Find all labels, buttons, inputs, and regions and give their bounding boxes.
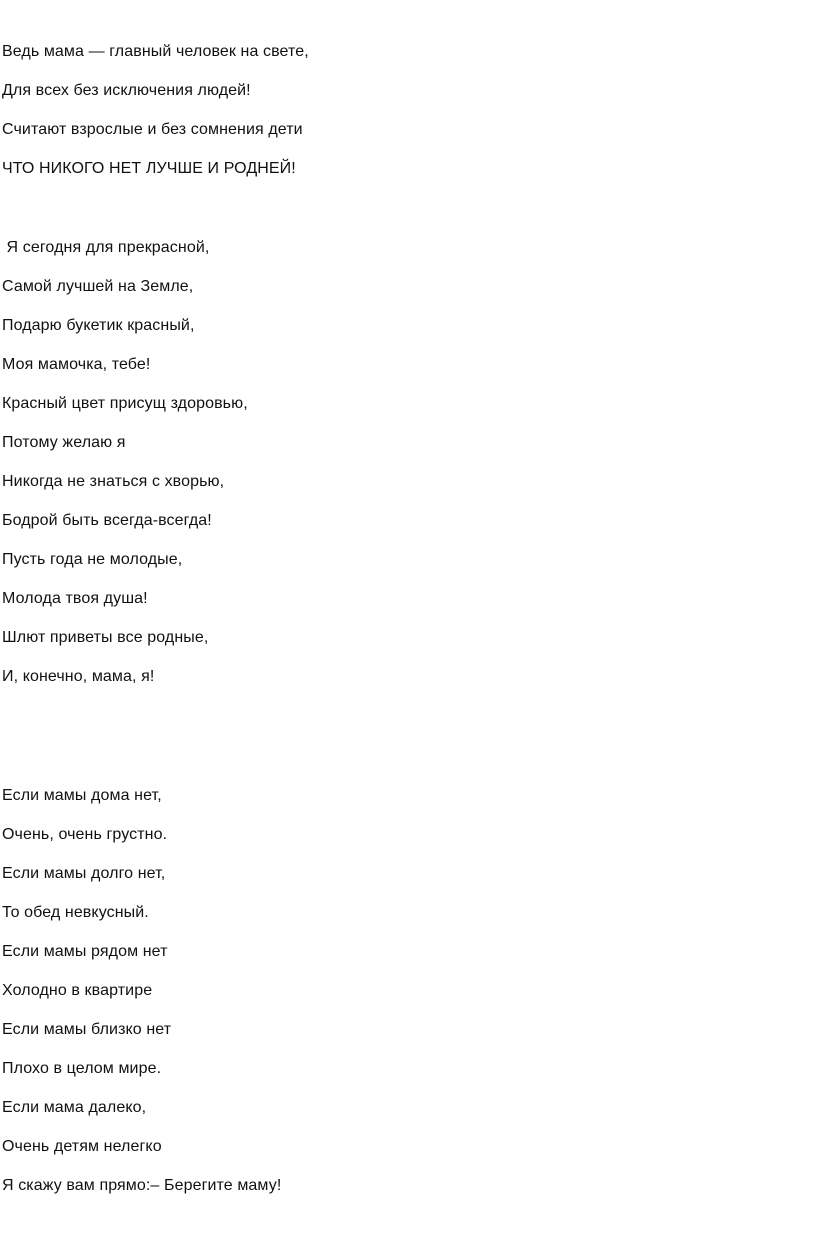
poem-line: Считают взрослые и без сомнения дети (2, 121, 303, 138)
poem-line: Холодно в квартире (2, 982, 153, 999)
poem-line: Если мама далеко, (2, 1099, 147, 1116)
poem-line: Я скажу вам прямо:– Берегите маму! (2, 1177, 282, 1194)
poem-line: И, конечно, мама, я! (2, 668, 155, 685)
poem-line: Очень детям нелегко (2, 1138, 162, 1155)
poem-line: Если мамы долго нет, (2, 865, 166, 882)
poem-line: Бодрой быть всегда-всегда! (2, 512, 212, 529)
poem-line: Если мамы дома нет, (2, 787, 162, 804)
poem-line: Плохо в целом мире. (2, 1060, 162, 1077)
poem-line: Если мамы рядом нет (2, 943, 168, 960)
poem-line: Ведь мама — главный человек на свете, (2, 43, 309, 60)
poem-line: ЧТО НИКОГО НЕТ ЛУЧШЕ И РОДНЕЙ! (2, 160, 296, 177)
poem-line: Моя мамочка, тебе! (2, 356, 151, 373)
poem-line: Очень, очень грустно. (2, 826, 168, 843)
poem-line: То обед невкусный. (2, 904, 149, 921)
poem-line: Самой лучшей на Земле, (2, 278, 194, 295)
poem-line: Молода твоя душа! (2, 590, 148, 607)
poem-line: Пусть года не молодые, (2, 551, 183, 568)
poem-line: Если мамы близко нет (2, 1021, 172, 1038)
poem-line: Никогда не знаться с хворью, (2, 473, 225, 490)
poem-line: Я сегодня для прекрасной, (2, 239, 210, 256)
poem-line: Потому желаю я (2, 434, 126, 451)
poem-line: Шлют приветы все родные, (2, 629, 209, 646)
poem-line: Для всех без исключения людей! (2, 82, 251, 99)
poem-line: Подарю букетик красный, (2, 317, 195, 334)
poem-line: Красный цвет присущ здоровью, (2, 395, 248, 412)
